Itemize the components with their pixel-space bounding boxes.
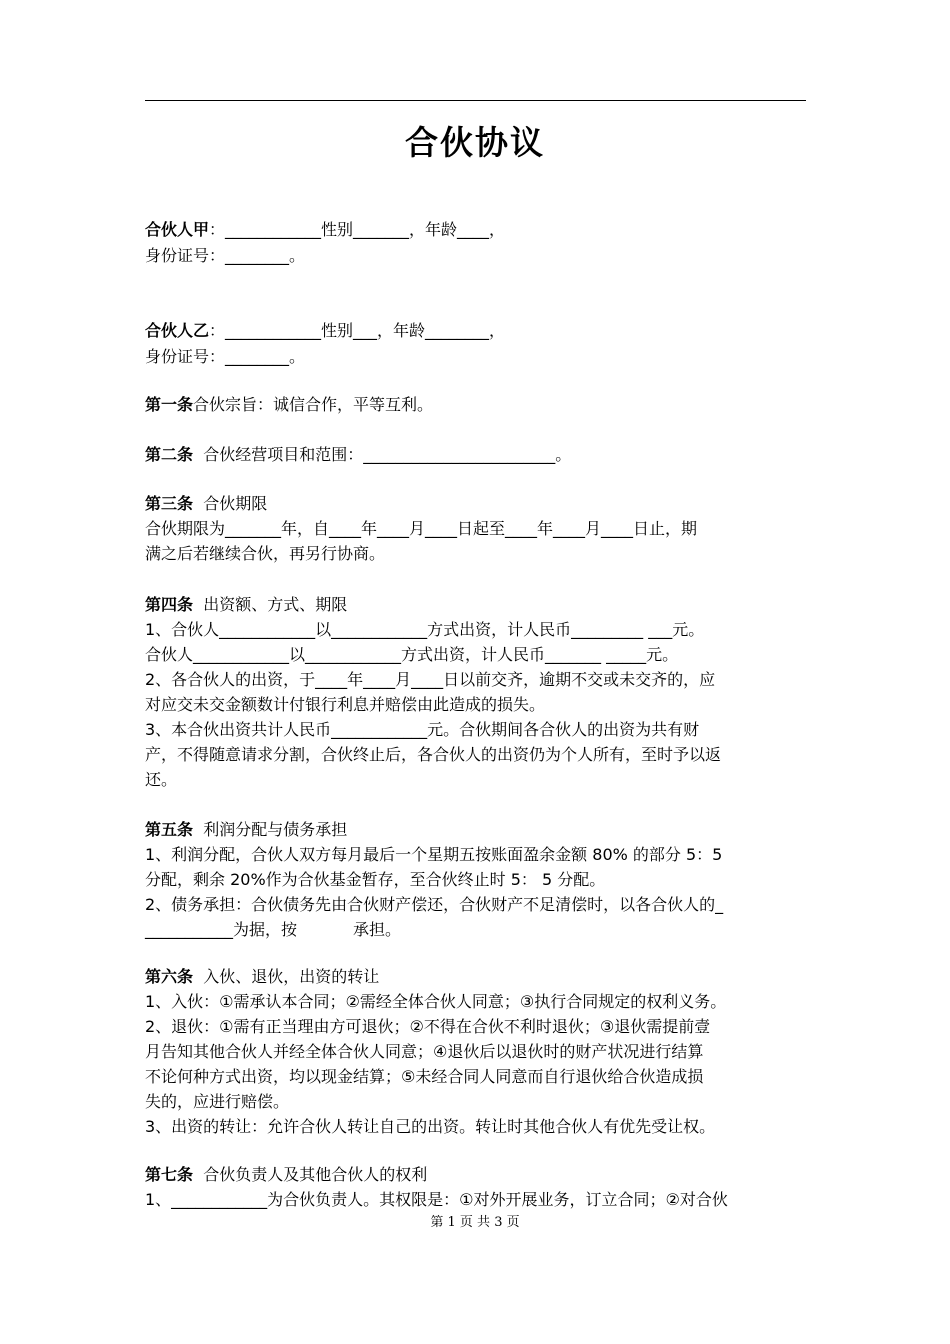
article-3-label: 第三条 bbox=[145, 494, 194, 513]
article-5-heading bbox=[145, 818, 810, 842]
article-5-heading-text: 利润分配与债务承担 bbox=[193, 820, 348, 839]
article-6-line: 2、退伙：①需有正当理由方可退伙；②不得在合伙不利时退伙；③退伙需提前壹 bbox=[145, 1017, 711, 1036]
page-footer: 第 1 页 共 3 页 bbox=[430, 1215, 520, 1230]
article-5-line: 分配，剩余 20%作为合伙基金暂存，至合伙终止时 5： 5 分配。 bbox=[145, 870, 606, 889]
article-7-line: 1、____________为合伙负责人。其权限是：①对外开展业务，订立合同；②对合伙 bbox=[145, 1190, 728, 1209]
partner-a-fields: ：____________性别_______，年龄____， bbox=[209, 220, 506, 239]
article-1-label: 第一条 bbox=[145, 395, 194, 414]
article-6-line: 不论何种方式出资，均以现金结算；⑤未经合同人同意而自行退伙给合伙造成损 bbox=[145, 1067, 704, 1086]
partner-b-label: 合伙人乙 bbox=[145, 321, 210, 340]
header-rule bbox=[145, 100, 806, 101]
article-4-label: 第四条 bbox=[145, 595, 194, 614]
article-6-heading-text: 入伙、退伙，出资的转让 bbox=[193, 967, 380, 986]
article-6-line: 3、出资的转让：允许合伙人转让自己的出资。转让时其他合伙人有优先受让权。 bbox=[145, 1117, 716, 1136]
article-7-heading bbox=[145, 1163, 810, 1187]
article-6-label: 第六条 bbox=[145, 967, 194, 986]
article-3-line: 合伙期限为_______年，自____年____月____日起至____年____月____日止，期 bbox=[145, 519, 698, 538]
article-2-label: 第二条 bbox=[145, 445, 194, 464]
article-7-label: 第七条 bbox=[145, 1165, 194, 1184]
article-2-text: 合伙经营项目和范围：________________________。 bbox=[193, 445, 572, 464]
partner-b-fields: ：____________性别___，年龄________， bbox=[209, 321, 506, 340]
partner-a-label: 合伙人甲 bbox=[145, 220, 210, 239]
article-6-line: 失的，应进行赔偿。 bbox=[145, 1092, 290, 1111]
article-4-line: 2、各合伙人的出资，于____年____月____日以前交齐，逾期不交或未交齐的，应 bbox=[145, 670, 716, 689]
article-4-line: 合伙人____________以____________方式出资，计人民币_______ _____元。 bbox=[145, 645, 679, 664]
document-title: 合伙协议 bbox=[405, 123, 545, 162]
article-1 bbox=[145, 393, 810, 417]
article-6-heading bbox=[145, 965, 810, 989]
article-5-line: 1、利润分配，合伙人双方每月最后一个星期五按账面盈余金额 80% 的部分 5：5 bbox=[145, 845, 723, 864]
partner-b-line bbox=[145, 319, 810, 343]
article-4-line: 1、合伙人____________以____________方式出资，计人民币_________ ___元。 bbox=[145, 620, 705, 639]
partner-a-line bbox=[145, 218, 810, 242]
article-7-heading-text: 合伙负责人及其他合伙人的权利 bbox=[193, 1165, 428, 1184]
article-4-line: 产，不得随意请求分割，合伙终止后，各合伙人的出资仍为个人所有，至时予以返 bbox=[145, 745, 722, 764]
article-4-heading bbox=[145, 593, 810, 617]
article-6-line: 1、入伙：①需承认本合同；②需经全体合伙人同意；③执行合同规定的权利义务。 bbox=[145, 992, 727, 1011]
partner-b-id: 身份证号：________。 bbox=[145, 347, 306, 366]
article-3-heading bbox=[145, 492, 810, 516]
article-4-line: 3、本合伙出资共计人民币____________元。合伙期间各合伙人的出资为共有财 bbox=[145, 720, 700, 739]
article-1-text: 合伙宗旨：诚信合作，平等互利。 bbox=[193, 395, 434, 414]
partner-a-id: 身份证号：________。 bbox=[145, 246, 306, 265]
article-3-heading-text: 合伙期限 bbox=[193, 494, 268, 513]
article-2 bbox=[145, 443, 810, 467]
article-4-line: 还。 bbox=[145, 770, 178, 789]
article-3-line: 满之后若继续合伙，再另行协商。 bbox=[145, 544, 386, 563]
article-6-line: 月告知其他合伙人并经全体合伙人同意；④退伙后以退伙时的财产状况进行结算 bbox=[145, 1042, 704, 1061]
article-4-heading-text: 出资额、方式、期限 bbox=[193, 595, 348, 614]
article-5-line: 2、债务承担：合伙债务先由合伙财产偿还，合伙财产不足清偿时，以各合伙人的_ bbox=[145, 895, 724, 914]
article-5-label: 第五条 bbox=[145, 820, 194, 839]
article-5-line: ___________为据，按 承担。 bbox=[145, 920, 401, 939]
article-4-line: 对应交未交金额数计付银行利息并赔偿由此造成的损失。 bbox=[145, 695, 546, 714]
